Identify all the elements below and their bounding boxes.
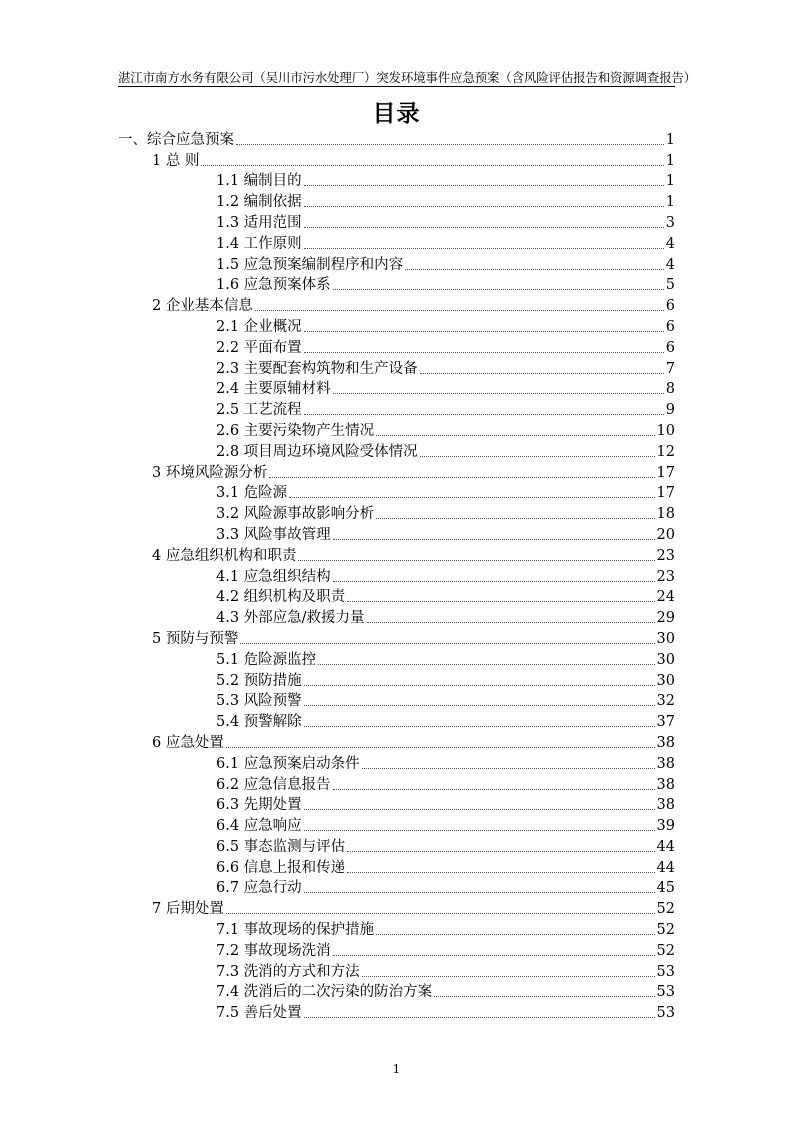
toc-entry-page: 29 (656, 610, 675, 627)
toc-dot-leader (226, 747, 655, 748)
toc-dot-leader (236, 144, 664, 145)
toc-entry-label: 5.1 危险源监控 (216, 651, 317, 668)
toc-entry-page: 8 (665, 381, 675, 398)
toc-entry-label: 5 预防与预警 (152, 630, 239, 647)
toc-entry[interactable] (118, 523, 675, 544)
toc-dot-leader (269, 477, 654, 478)
toc-entry-page: 7 (665, 360, 675, 377)
toc-entry-page: 6 (665, 298, 675, 315)
toc-entry[interactable] (118, 627, 675, 648)
toc-dot-leader (333, 393, 664, 394)
toc-dot-leader (347, 851, 654, 852)
toc-entry-page: 1 (665, 152, 675, 169)
toc-entry[interactable] (118, 461, 675, 482)
toc-dot-leader (318, 664, 654, 665)
toc-entry-page: 23 (656, 547, 675, 564)
toc-entry-page: 30 (656, 672, 675, 689)
toc-entry[interactable] (118, 669, 675, 690)
toc-entry[interactable] (118, 648, 675, 669)
toc-entry-page: 44 (656, 859, 675, 876)
toc-entry[interactable] (118, 170, 675, 191)
toc-entry-label: 1 总 则 (152, 152, 200, 169)
toc-entry-label: 5.3 风险预警 (216, 693, 302, 710)
toc-entry[interactable] (118, 482, 675, 503)
toc-entry-page: 53 (656, 963, 675, 980)
toc-entry[interactable] (118, 274, 675, 295)
toc-dot-leader (405, 269, 664, 270)
toc-dot-leader (240, 643, 654, 644)
toc-entry-page: 12 (656, 443, 675, 460)
toc-entry-label: 2.2 平面布置 (216, 339, 302, 356)
running-header: 湛江市南方水务有限公司（吴川市污水处理厂）突发环境事件应急预案（含风险评估报告和资源调查报告） (118, 70, 697, 85)
toc-dot-leader (304, 185, 664, 186)
toc-entry-label: 7 后期处置 (152, 901, 224, 918)
toc-entry[interactable] (118, 710, 675, 731)
toc-entry-page: 53 (656, 1005, 675, 1022)
toc-entry-page: 9 (665, 402, 675, 419)
toc-dot-leader (304, 352, 664, 353)
toc-entry-page: 30 (656, 630, 675, 647)
toc-entry-label: 1.6 应急预案体系 (216, 277, 331, 294)
toc-entry-label: 7.4 洗消后的二次污染的防治方案 (216, 984, 433, 1001)
toc-entry-label: 6.7 应急行动 (216, 880, 302, 897)
toc-entry[interactable] (118, 315, 675, 336)
toc-entry[interactable] (118, 149, 675, 170)
toc-entry[interactable] (118, 918, 675, 939)
toc-dot-leader (289, 497, 654, 498)
toc-entry-label: 6.3 先期处置 (216, 797, 302, 814)
toc-entry-page: 6 (665, 318, 675, 335)
toc-entry[interactable] (118, 794, 675, 815)
toc-dot-leader (420, 373, 664, 374)
toc-entry-page: 20 (656, 526, 675, 543)
toc-entry-label: 6.6 信息上报和传递 (216, 859, 346, 876)
toc-entry-page: 37 (656, 714, 675, 731)
toc-entry-page: 52 (656, 922, 675, 939)
toc-entry[interactable] (118, 398, 675, 419)
toc-entry-label: 1.4 工作原则 (216, 235, 302, 252)
toc-entry[interactable] (118, 190, 675, 211)
toc-entry-page: 52 (656, 942, 675, 959)
toc-entry[interactable] (118, 253, 675, 274)
toc-dot-leader (333, 789, 655, 790)
toc-dot-leader (304, 1017, 655, 1018)
toc-dot-leader (333, 581, 655, 582)
toc-dot-leader (304, 705, 655, 706)
toc-dot-leader (376, 435, 654, 436)
toc-dot-leader (333, 289, 664, 290)
toc-entry-page: 5 (665, 277, 675, 294)
toc-entry-label: 一、综合应急预案 (118, 131, 234, 148)
toc-entry[interactable] (118, 897, 675, 918)
toc-dot-leader (226, 913, 655, 914)
toc-entry[interactable] (118, 128, 675, 149)
toc-entry-page: 10 (656, 422, 675, 439)
toc-entry-page: 1 (665, 173, 675, 190)
toc-dot-leader (333, 955, 655, 956)
toc-entry-page: 38 (656, 734, 675, 751)
toc-entry-label: 2 企业基本信息 (152, 298, 253, 315)
toc-entry[interactable] (118, 773, 675, 794)
table-of-contents (118, 128, 675, 1022)
toc-entry-page: 3 (665, 214, 675, 231)
toc-entry-label: 6 应急处置 (152, 734, 224, 751)
toc-entry-label: 1.1 编制目的 (216, 173, 302, 190)
toc-entry-label: 3.3 风险事故管理 (216, 526, 331, 543)
toc-dot-leader (347, 601, 654, 602)
toc-entry-page: 44 (656, 838, 675, 855)
page-number: 1 (392, 1062, 401, 1076)
toc-entry-page: 1 (665, 131, 675, 148)
toc-entry-page: 53 (656, 984, 675, 1001)
toc-entry-label: 7.2 事故现场洗消 (216, 942, 331, 959)
toc-entry-label: 5.4 预警解除 (216, 714, 302, 731)
toc-entry[interactable] (118, 731, 675, 752)
toc-dot-leader (304, 414, 664, 415)
toc-entry-page: 6 (665, 339, 675, 356)
toc-dot-leader (367, 622, 655, 623)
toc-entry[interactable] (118, 960, 675, 981)
toc-entry-page: 30 (656, 651, 675, 668)
toc-entry-label: 2.5 工艺流程 (216, 402, 302, 419)
toc-entry-page: 38 (656, 797, 675, 814)
toc-dot-leader (201, 165, 663, 166)
toc-dot-leader (376, 518, 654, 519)
header-rule (118, 86, 675, 87)
toc-entry[interactable] (118, 336, 675, 357)
toc-entry-page: 45 (656, 880, 675, 897)
toc-dot-leader (304, 331, 664, 332)
toc-entry-label: 3.2 风险源事故影响分析 (216, 506, 375, 523)
toc-entry-label: 4.2 组织机构及职责 (216, 589, 346, 606)
toc-entry-label: 2.3 主要配套构筑物和生产设备 (216, 360, 418, 377)
toc-entry-page: 23 (656, 568, 675, 585)
toc-entry[interactable] (118, 232, 675, 253)
toc-entry-label: 6.1 应急预案启动条件 (216, 755, 360, 772)
toc-entry-label: 2.1 企业概况 (216, 318, 302, 335)
toc-entry-label: 5.2 预防措施 (216, 672, 302, 689)
toc-dot-leader (304, 726, 655, 727)
toc-entry-page: 39 (656, 818, 675, 835)
toc-dot-leader (304, 227, 664, 228)
toc-entry[interactable] (118, 502, 675, 523)
toc-entry-label: 1.5 应急预案编制程序和内容 (216, 256, 404, 273)
toc-entry[interactable] (118, 544, 675, 565)
toc-dot-leader (298, 560, 654, 561)
toc-dot-leader (362, 976, 655, 977)
toc-entry-label: 4 应急组织机构和职责 (152, 547, 297, 564)
toc-entry-page: 4 (665, 235, 675, 252)
toc-entry-page: 18 (656, 506, 675, 523)
toc-entry-label: 3 环境风险源分析 (152, 464, 268, 481)
toc-dot-leader (420, 456, 655, 457)
toc-entry[interactable] (118, 835, 675, 856)
toc-entry-label: 2.6 主要污染物产生情况 (216, 422, 375, 439)
toc-dot-leader (304, 809, 655, 810)
toc-dot-leader (376, 934, 654, 935)
toc-entry[interactable] (118, 440, 675, 461)
toc-entry[interactable] (118, 357, 675, 378)
toc-entry-page: 4 (665, 256, 675, 273)
toc-entry[interactable] (118, 294, 675, 315)
toc-dot-leader (304, 206, 664, 207)
toc-entry-page: 32 (656, 693, 675, 710)
toc-entry-label: 2.4 主要原辅材料 (216, 381, 331, 398)
toc-entry-page: 17 (656, 464, 675, 481)
toc-entry-label: 6.2 应急信息报告 (216, 776, 331, 793)
toc-entry-label: 1.3 适用范围 (216, 214, 302, 231)
toc-entry[interactable] (118, 814, 675, 835)
toc-dot-leader (362, 768, 655, 769)
toc-entry-label: 6.5 事态监测与评估 (216, 838, 346, 855)
toc-entry-label: 4.3 外部应急/救援力量 (216, 610, 365, 627)
toc-entry[interactable] (118, 378, 675, 399)
toc-dot-leader (255, 310, 664, 311)
toc-entry[interactable] (118, 586, 675, 607)
toc-entry[interactable] (118, 606, 675, 627)
toc-entry-label: 1.2 编制依据 (216, 194, 302, 211)
page-title: 目录 (372, 100, 421, 127)
toc-entry-label: 7.1 事故现场的保护措施 (216, 922, 375, 939)
toc-entry-label: 3.1 危险源 (216, 485, 288, 502)
toc-entry[interactable] (118, 877, 675, 898)
toc-entry-label: 6.4 应急响应 (216, 818, 302, 835)
toc-entry-page: 52 (656, 901, 675, 918)
toc-dot-leader (333, 539, 655, 540)
toc-entry[interactable] (118, 419, 675, 440)
toc-entry[interactable] (118, 856, 675, 877)
toc-dot-leader (304, 685, 655, 686)
toc-entry[interactable] (118, 939, 675, 960)
toc-entry[interactable] (118, 211, 675, 232)
toc-entry[interactable] (118, 752, 675, 773)
toc-entry-page: 38 (656, 755, 675, 772)
toc-entry-page: 38 (656, 776, 675, 793)
toc-entry[interactable] (118, 690, 675, 711)
toc-entry-label: 7.3 洗消的方式和方法 (216, 963, 360, 980)
toc-entry-label: 7.5 善后处置 (216, 1005, 302, 1022)
toc-entry[interactable] (118, 565, 675, 586)
toc-entry-page: 17 (656, 485, 675, 502)
toc-dot-leader (304, 830, 655, 831)
toc-entry-page: 24 (656, 589, 675, 606)
toc-entry[interactable] (118, 1001, 675, 1022)
toc-dot-leader (434, 996, 654, 997)
toc-entry-label: 2.8 项目周边环境风险受体情况 (216, 443, 418, 460)
toc-dot-leader (304, 892, 655, 893)
toc-dot-leader (347, 872, 654, 873)
toc-entry-page: 1 (665, 194, 675, 211)
toc-entry-label: 4.1 应急组织结构 (216, 568, 331, 585)
toc-dot-leader (304, 248, 664, 249)
toc-entry[interactable] (118, 981, 675, 1002)
